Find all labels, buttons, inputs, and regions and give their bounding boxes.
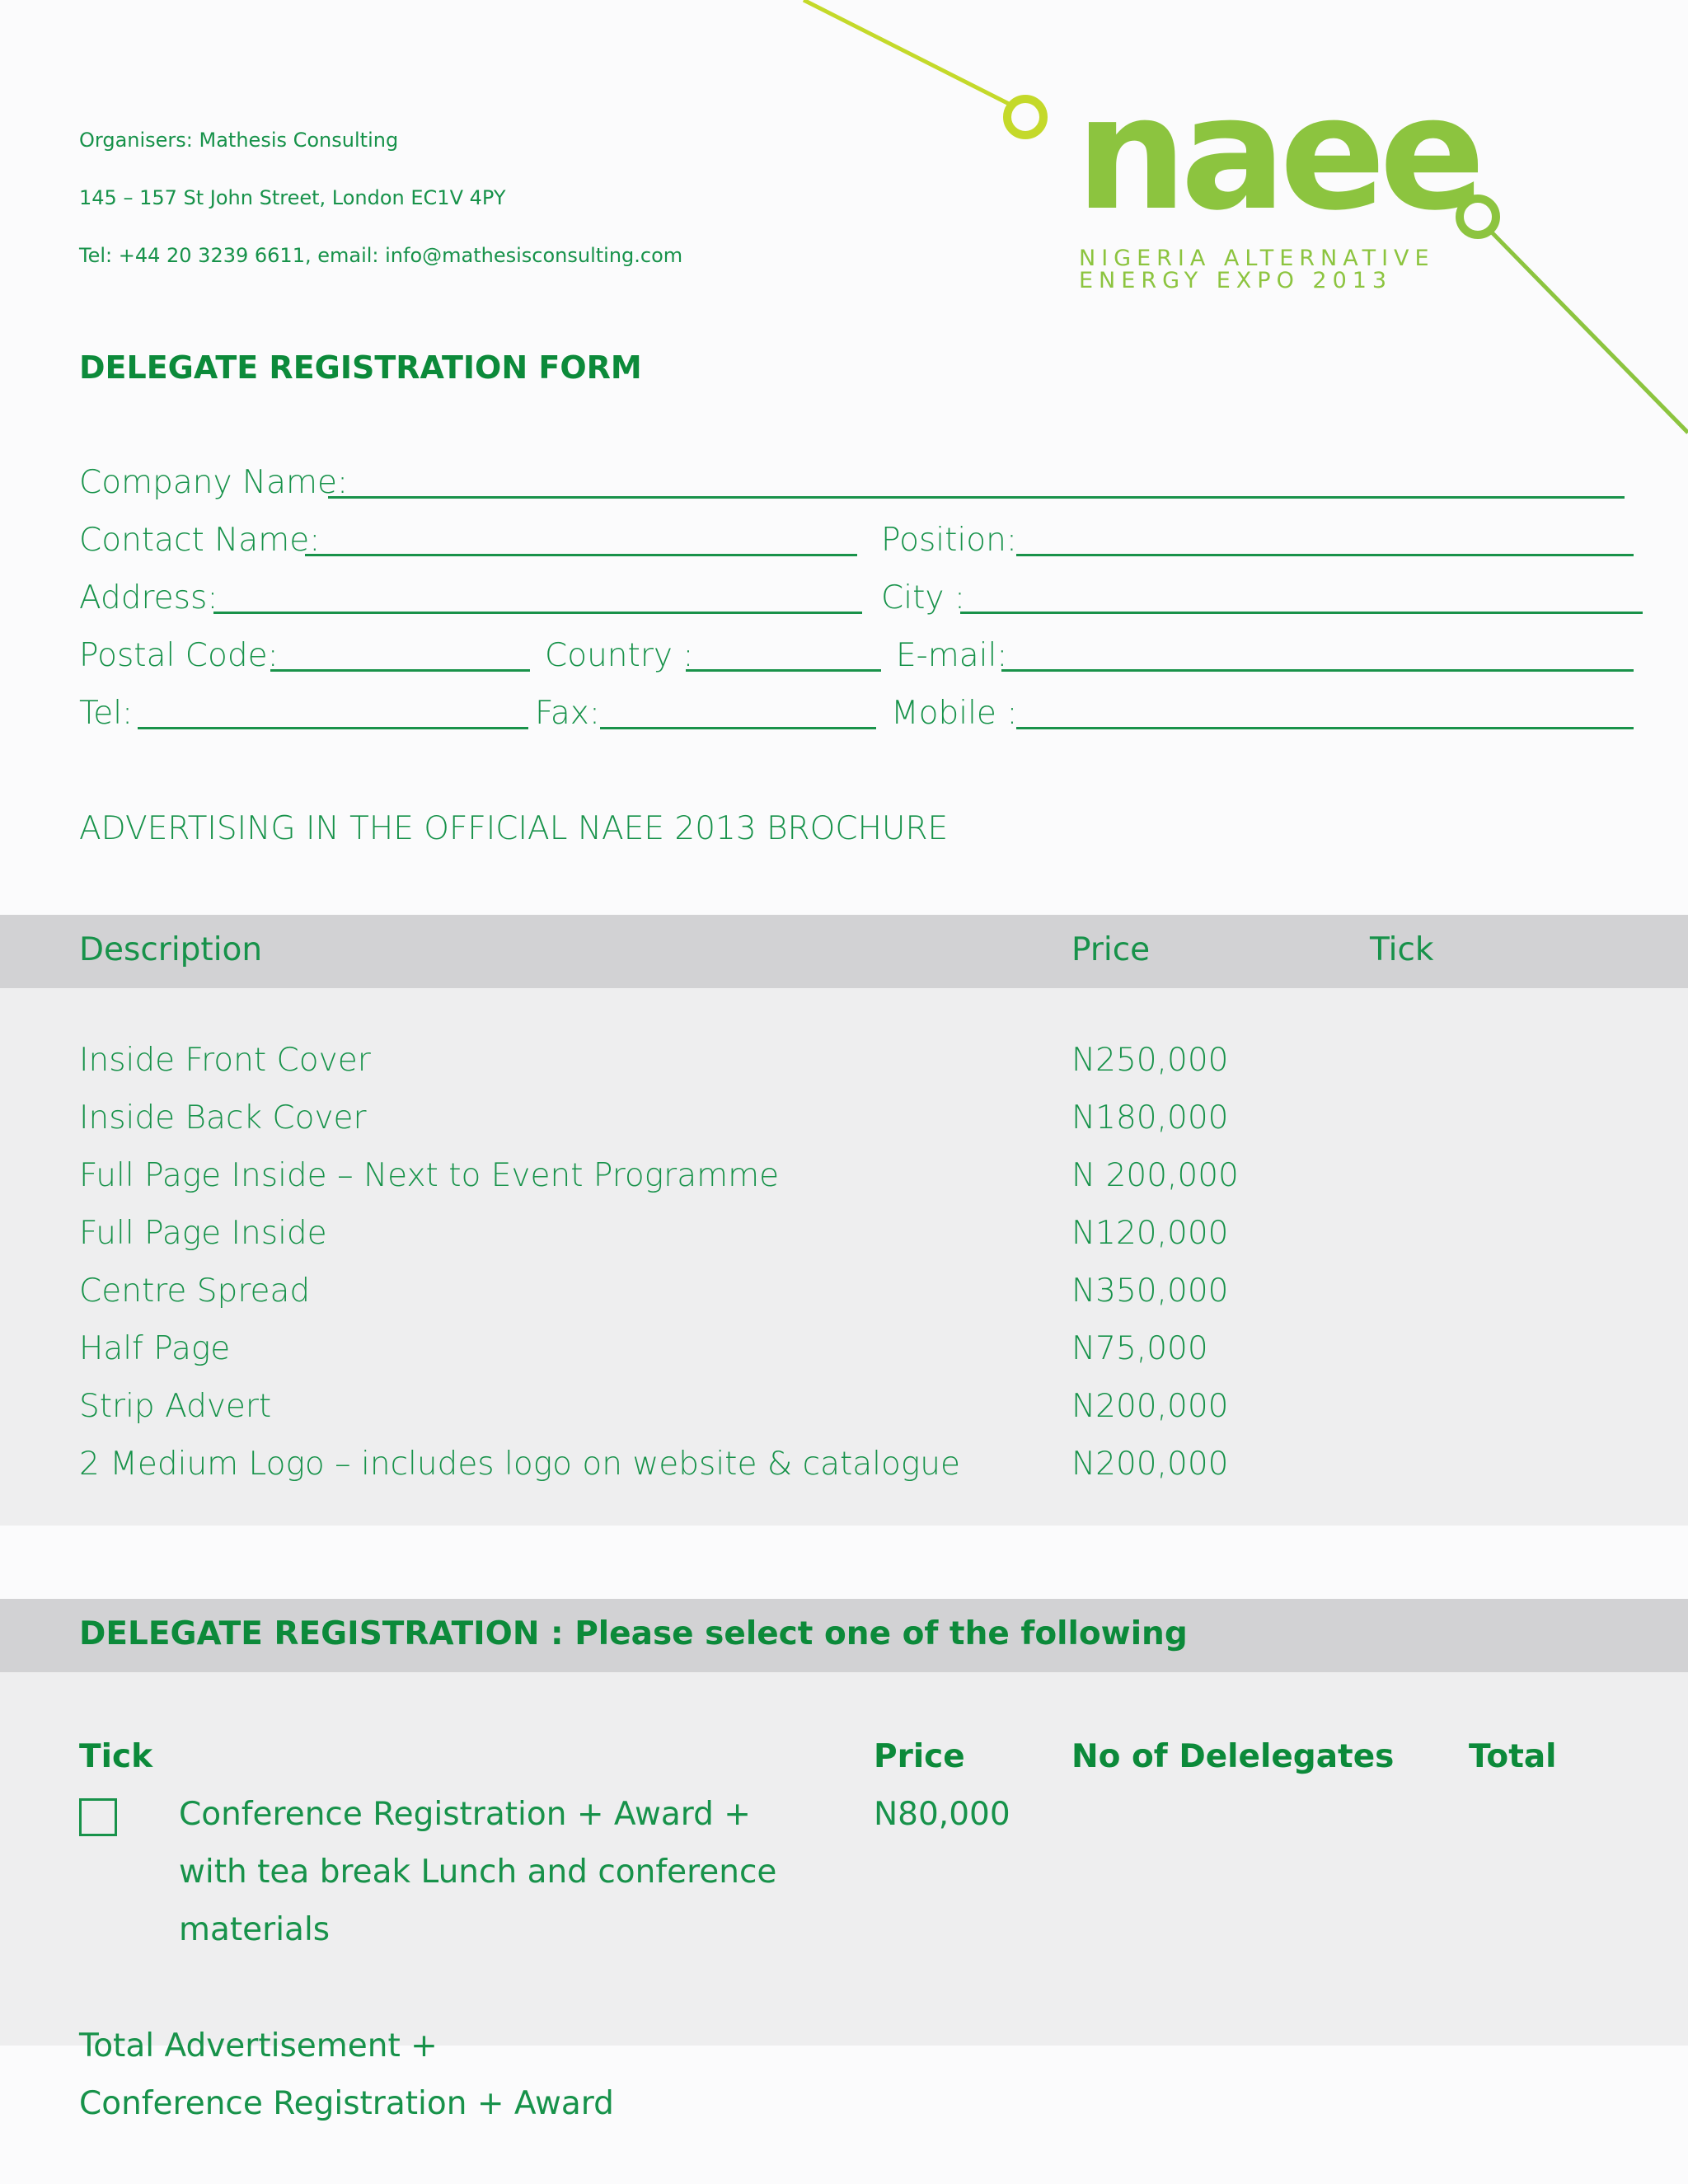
fax-field[interactable] bbox=[600, 727, 876, 729]
ad-row-description: 2 Medium Logo – includes logo on website & catalogue bbox=[79, 1446, 960, 1483]
company-name-label: Company Name: bbox=[79, 464, 349, 501]
organiser-address: 145 – 157 St John Street, London EC1V 4PY bbox=[79, 186, 506, 209]
total-label-line1: Total Advertisement + bbox=[79, 2027, 438, 2064]
delegate-section-body bbox=[0, 1672, 1688, 2046]
address-label: Address: bbox=[79, 579, 218, 616]
country-label: Country : bbox=[545, 637, 694, 674]
advertising-table-header bbox=[0, 915, 1688, 988]
total-label-line2: Conference Registration + Award bbox=[79, 2085, 614, 2122]
delegate-col-delegates: No of Delelegates bbox=[1071, 1738, 1395, 1775]
delegate-col-total: Total bbox=[1469, 1738, 1557, 1775]
ad-row-price: N250,000 bbox=[1071, 1042, 1229, 1079]
city-label: City : bbox=[881, 579, 965, 616]
decor-circle-top bbox=[1007, 99, 1043, 135]
conference-option-line2: with tea break Lunch and conference bbox=[179, 1854, 777, 1891]
col-tick: Tick bbox=[1370, 931, 1434, 968]
tel-label: Tel: bbox=[79, 695, 134, 732]
contact-name-field[interactable] bbox=[305, 554, 857, 556]
ad-row-description: Inside Front Cover bbox=[79, 1042, 371, 1079]
logo-subtitle-line2: ENERGY EXPO 2013 bbox=[1079, 268, 1393, 293]
col-price: Price bbox=[1071, 931, 1151, 968]
advertising-title: ADVERTISING IN THE OFFICIAL NAEE 2013 BROCHURE bbox=[79, 810, 949, 847]
naee-logo bbox=[1076, 63, 1479, 305]
ad-row-description: Centre Spread bbox=[79, 1272, 311, 1310]
ad-row-description: Full Page Inside – Next to Event Programme bbox=[79, 1157, 780, 1194]
conference-option-line1: Conference Registration + Award + bbox=[179, 1796, 751, 1833]
postal-code-label: Postal Code: bbox=[79, 637, 279, 674]
ad-row-description: Full Page Inside bbox=[79, 1215, 327, 1252]
ad-row-price: N120,000 bbox=[1071, 1215, 1229, 1252]
ad-row-price: N75,000 bbox=[1071, 1330, 1208, 1367]
delegate-section-title: DELEGATE REGISTRATION : Please select one of the following bbox=[79, 1615, 1188, 1652]
ad-row-description: Inside Back Cover bbox=[79, 1099, 367, 1137]
ad-row-price: N200,000 bbox=[1071, 1388, 1229, 1425]
delegate-col-price: Price bbox=[874, 1738, 965, 1775]
conference-option-price: N80,000 bbox=[874, 1796, 1010, 1833]
ad-row-price: N200,000 bbox=[1071, 1446, 1229, 1483]
fax-label: Fax: bbox=[535, 695, 600, 732]
ad-row-price: N180,000 bbox=[1071, 1099, 1229, 1137]
decor-line-top bbox=[804, 0, 1012, 105]
decor-line-right bbox=[1492, 232, 1688, 433]
company-name-field[interactable] bbox=[328, 496, 1625, 499]
ad-row-price: N 200,000 bbox=[1071, 1157, 1239, 1194]
ad-row-description: Half Page bbox=[79, 1330, 231, 1367]
advertising-table-body bbox=[0, 988, 1688, 1526]
postal-code-field[interactable] bbox=[270, 669, 530, 672]
conference-registration-checkbox[interactable] bbox=[79, 1798, 117, 1836]
logo-subtitle-line1: NIGERIA ALTERNATIVE bbox=[1079, 246, 1435, 271]
city-field[interactable] bbox=[960, 612, 1643, 614]
tel-field[interactable] bbox=[138, 727, 528, 729]
delegate-col-tick: Tick bbox=[79, 1738, 153, 1775]
country-field[interactable] bbox=[686, 669, 881, 672]
organiser-text: Organisers: Mathesis Consulting bbox=[79, 129, 399, 152]
mobile-label: Mobile : bbox=[891, 695, 1018, 732]
logo-wordmark: naee bbox=[1076, 63, 1479, 245]
position-field[interactable] bbox=[1016, 554, 1634, 556]
ad-row-price: N350,000 bbox=[1071, 1272, 1229, 1310]
col-description: Description bbox=[79, 931, 263, 968]
contact-name-label: Contact Name: bbox=[79, 522, 321, 559]
email-label: E-mail: bbox=[896, 637, 1008, 674]
position-label: Position: bbox=[881, 522, 1017, 559]
form-title: DELEGATE REGISTRATION FORM bbox=[79, 349, 642, 386]
email-field[interactable] bbox=[1001, 669, 1634, 672]
organiser-contact: Tel: +44 20 3239 6611, email: info@mathesisconsulting.com bbox=[79, 244, 683, 267]
mobile-field[interactable] bbox=[1016, 727, 1634, 729]
ad-row-description: Strip Advert bbox=[79, 1388, 272, 1425]
delegate-section-header bbox=[0, 1599, 1688, 1672]
address-field[interactable] bbox=[213, 612, 862, 614]
conference-option-line3: materials bbox=[179, 1911, 331, 1948]
